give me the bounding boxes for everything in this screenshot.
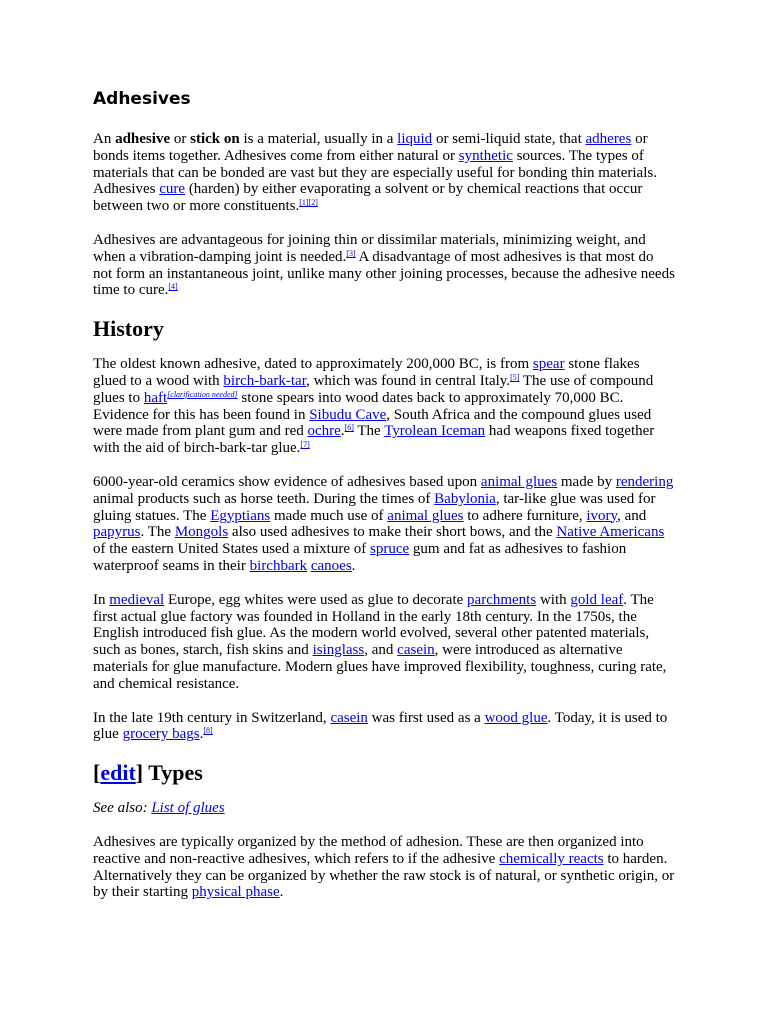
bold-term-stick-on: stick on [190,131,240,147]
citation-1-2 [299,198,318,207]
citation-link-4[interactable]: [4] [168,282,178,292]
article-body [93,88,675,918]
text-run: In [93,591,110,608]
citation-3 [346,249,355,258]
text-run: , and [364,642,398,659]
link-tyrolean-iceman[interactable]: Tyrolean Iceman [384,423,486,440]
citation-link-8[interactable]: [8] [203,726,213,736]
link-liquid[interactable]: liquid [397,131,433,147]
link-gold-leaf[interactable]: gold leaf [570,591,624,608]
link-spear[interactable]: spear [532,356,565,373]
text-run: sources. The types of materials that can be bonded are vast but they are especially useful for bonding thin materials. Adhesives [93,147,657,198]
citation-6 [345,423,354,432]
history-paragraph-1 [93,356,675,457]
link-canoes[interactable]: canoes [310,557,352,574]
link-parchments[interactable]: parchments [467,591,537,608]
text-run: animal products such as horse teeth. During the times of [93,490,435,507]
text-run: to harden. Alternatively they can be organized by whether the raw stock is of natural, or synthetic origin, or by their starting [93,850,675,901]
text-run: Europe, egg whites were used as glue to decorate [164,591,468,608]
text-run: of the eastern United States used a mixture of [93,541,371,558]
text-run: or bonds items together. Adhesives come from either natural or [93,131,648,164]
intro-paragraph-1 [93,131,675,215]
citation-8 [203,726,212,735]
history-paragraph-3 [93,592,675,693]
text-run: is a material, usually in a [239,131,398,147]
edit-section-link[interactable]: edit [100,760,136,786]
text-run: was first used as a [367,709,485,726]
intro-paragraph-2 [93,232,675,299]
types-heading-label: Types [143,760,203,786]
edit-bracket-close: ] [135,760,144,786]
text-run: (harden) by either evaporating a solvent or by chemical reactions that occur between two or more constituents. [93,181,643,215]
text-run: , tar-like glue was used for gluing statues. The [93,490,656,524]
link-ochre[interactable]: ochre [307,423,341,440]
link-spruce[interactable]: spruce [370,541,410,558]
link-haft[interactable]: haft [143,389,168,406]
link-medieval[interactable]: medieval [109,591,165,608]
text-run: Adhesives are typically organized by the method of adhesion. These are then organized into reactive and non-reactive adhesives, which refers to if the adhesive [93,833,644,867]
text-run: . [279,884,284,901]
link-adheres[interactable]: adheres [585,131,632,147]
link-native-americans[interactable]: Native Americans [556,524,665,541]
bold-term-adhesive: adhesive [115,131,171,147]
link-casein-2[interactable]: casein [330,709,368,726]
text-run: had weapons fixed together with the aid of birch-bark-tar glue. [93,423,655,457]
link-grocery-bags[interactable]: grocery bags [122,726,200,743]
text-run: , were introduced as alternative materials for glue manufacture. Modern glues have improved flexibility, toughness, curing rate, and chemical resistance. [93,642,667,692]
text-run: made by [557,473,616,490]
link-isinglass[interactable]: isinglass [312,642,365,659]
text-run: to adhere furniture, [463,507,587,524]
text-run: The use of compound glues to [93,372,654,406]
link-ivory[interactable]: ivory [586,507,618,524]
link-chemically-reacts[interactable]: chemically reacts [499,850,604,867]
see-also-prefix: See also: [93,800,152,817]
link-animal-glues[interactable]: animal glues [480,473,558,490]
link-sibudu-cave[interactable]: Sibudu Cave [309,406,387,423]
text-run: , and [617,507,647,524]
text-run: stone flakes glued to a wood with [93,356,640,389]
link-list-of-glues[interactable]: List of glues [151,800,225,817]
clarification-needed-link[interactable]: [clarification needed] [167,389,238,399]
text-run: . Today, it is used to glue [93,709,668,743]
text-run: . [351,557,356,574]
text-run: , South Africa and the compound glues used were made from plant gum and red [93,406,652,440]
citation-link-5[interactable]: [5] [510,372,520,382]
text-run: gum and fat as adhesives to fashion waterproof seams in their [93,541,627,574]
clarification-needed-tag [167,390,237,399]
citation-5 [510,373,519,382]
edit-bracket-open: [ [93,760,101,786]
text-run: . The [140,524,175,541]
citation-4 [168,282,177,291]
link-physical-phase[interactable]: physical phase [191,884,280,901]
text-run: . The first actual glue factory was founded in Holland in the early 18th century. In the 1750s, the English introduced fish glue. As the modern world evolved, several other patented materials, such as bones, starch, fish skins and [93,591,654,659]
text-run: An [93,131,116,147]
types-heading [93,760,675,786]
link-animal-glues-2[interactable]: animal glues [387,507,464,524]
citation-link-3[interactable]: [3] [346,248,356,258]
history-paragraph-2 [93,474,675,575]
text-run: also used adhesives to make their short bows, and the [228,524,557,541]
link-papyrus[interactable]: papyrus [93,524,141,541]
link-wood-glue[interactable]: wood glue [484,709,548,726]
citation-link-1[interactable]: [1] [299,198,309,208]
citation-link-2[interactable]: [2] [308,198,318,208]
link-birch-bark-tar[interactable]: birch-bark-tar [223,372,307,389]
see-also-note [93,800,675,817]
text-run: or semi-liquid state, that [432,131,586,147]
text-run: , which was found in central Italy. [306,372,511,389]
text-run: or [170,131,191,147]
text-run: Adhesives are advantageous for joining thin or dissimilar materials, minimizing weight, and when a vibration-damping joint is needed. [93,231,646,265]
text-run: The [353,423,385,440]
citation-link-6[interactable]: [6] [344,423,354,433]
text-run: with [536,591,571,608]
link-casein[interactable]: casein [397,642,435,659]
link-cure[interactable]: cure [159,181,186,198]
citation-7 [300,440,309,449]
link-mongols[interactable]: Mongols [174,524,229,541]
text-run: In the late 19th century in Switzerland, [93,709,331,726]
link-babylonia[interactable]: Babylonia [434,490,496,507]
link-birchbark[interactable]: birchbark [249,557,308,574]
history-heading: History [93,316,164,342]
text-run: stone spears into wood dates back to approximately 70,000 BC. Evidence for this has been found in [93,389,624,423]
types-paragraph-1 [93,834,675,901]
text-run: The oldest known adhesive, dated to approximately 200,000 BC, is from [93,356,533,373]
text-run: . [340,423,345,440]
link-egyptians[interactable]: Egyptians [210,507,271,524]
page-title: Adhesives [93,89,191,109]
link-rendering[interactable]: rendering [615,473,674,490]
history-paragraph-4 [93,710,675,744]
text-run: . [199,726,204,743]
link-synthetic[interactable]: synthetic [458,147,513,164]
text-run: A disadvantage of most adhesives is that most do not form an instantaneous joint, unlike many other joining processes, because the adhesive needs time to cure. [93,248,675,299]
text-run: 6000-year-old ceramics show evidence of adhesives based upon [93,473,481,490]
citation-link-7[interactable]: [7] [300,440,310,450]
text-run: made much use of [270,507,388,524]
